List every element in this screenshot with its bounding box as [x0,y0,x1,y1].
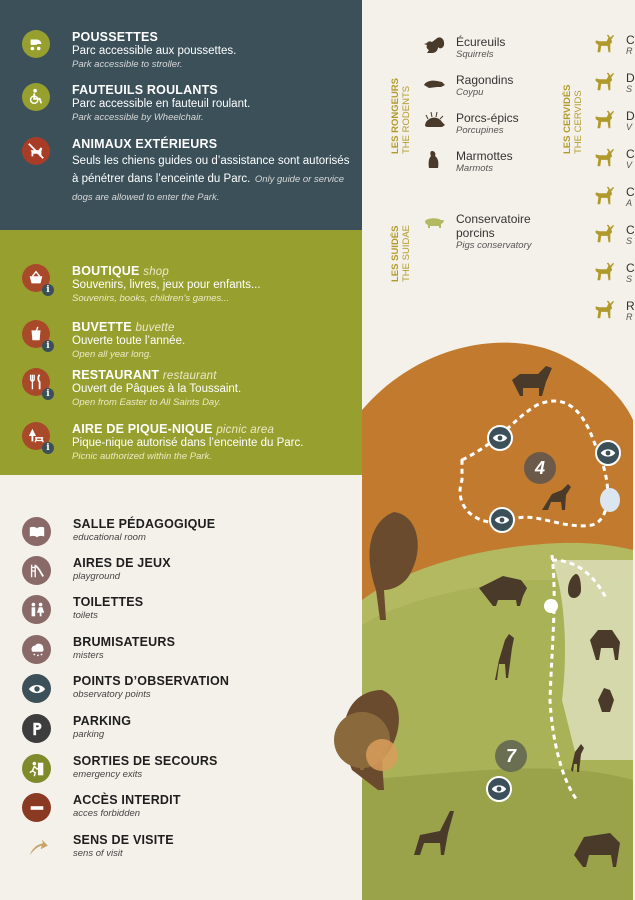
legend-en: observatory points [73,689,151,700]
legend-section [0,475,362,900]
legend-en: acces forbidden [73,808,141,819]
cervid-name-en: S [626,236,633,246]
legend-item [22,517,352,553]
cervid-name-en: S [626,274,633,284]
no-dogs-icon [22,137,50,165]
cervid-name: D [626,109,635,123]
cervid-name: C [626,223,635,237]
cervid-name: R [626,299,635,313]
legend-title: SALLE PÉDAGOGIQUE [73,517,216,531]
legend-en: educational room [73,532,146,543]
book-icon [22,517,51,546]
amenity-title: AIRE DE PIQUE-NIQUE picnic area [72,422,275,436]
animal-name: Écureuils [456,35,506,49]
parking-icon [22,714,51,743]
service-en: Only guide or service dogs are allowed to enter the Park. [72,174,345,203]
drink-icon [22,320,50,351]
animal-name: Conservatoire porcins [456,212,531,240]
stroller-icon [22,30,50,58]
map-panel [362,0,633,900]
observation-point[interactable] [489,507,515,533]
legend-item [22,793,352,829]
legend-item [22,754,352,790]
eye-icon [494,512,510,528]
marmot-icon [422,149,446,169]
no-entry-icon [22,793,51,822]
observation-point[interactable] [486,776,512,802]
legend-title: SENS DE VISITE [73,833,174,847]
animal-coypu [422,73,513,99]
amenity-shop [22,264,352,305]
service-fr: Seuls les chiens guides ou d’assistance sont autorisés à pénétrer dans l’enceinte du Parc. [72,155,350,185]
amenity-fr: Pique-nique autorisé dans l’enceinte du Parc. [72,437,304,449]
info-icon: i [42,442,54,454]
service-fr: Parc accessible en fauteuil roulant. [72,98,251,110]
cervid-name-en: A [626,198,633,208]
eye-icon [22,674,51,703]
legend-item [22,674,352,710]
deer-icon [592,261,614,283]
deer-icon [592,33,614,55]
legend-en: sens of visit [73,848,123,859]
legend-title: BRUMISATEURS [73,635,176,649]
cervid-name: C [626,147,635,161]
amenities-section [0,230,362,475]
cervid-name-en: V [626,122,633,132]
cervid-name-en: S [626,84,633,94]
animal-pigs [422,212,552,252]
legend-en: parking [73,729,105,740]
service-en: Park accessible by Wheelchair. [72,112,204,123]
cutlery-icon [22,368,50,399]
deer-icon [592,147,614,169]
picnic-icon [22,422,50,453]
deer-icon [592,185,614,207]
suids-heading: LES SUIDÉS THE SUIDAE [390,224,412,282]
service-en: Park accessible to stroller. [72,59,183,70]
amenity-en: Picnic authorized within the Park. [72,451,212,462]
legend-item [22,635,352,671]
pig-icon [422,212,446,232]
info-icon: i [42,284,54,296]
legend-title: AIRES DE JEUX [73,556,171,570]
legend-title: TOILETTES [73,595,144,609]
deer-icon [592,109,614,131]
cervid-name-en: R [626,312,633,322]
amenity-restaurant [22,368,352,409]
deer-icon [592,71,614,93]
amenity-picnic [22,422,352,463]
coypu-icon [422,73,446,93]
cervid-name-en: R [626,46,633,56]
cervid-name: C [626,185,635,199]
amenity-en: Open from Easter to All Saints Day. [72,397,221,408]
direction-marker [544,599,558,613]
legend-item [22,595,352,631]
basket-icon [22,264,50,295]
slide-icon [22,556,51,585]
legend-en: playground [73,571,121,582]
mister-icon [22,635,51,664]
animal-marmot [422,149,513,175]
animal-name-en: Marmots [456,163,493,174]
eye-icon [492,430,508,446]
animal-name-en: Porcupines [456,125,504,136]
porcupine-icon [422,111,446,131]
amenity-fr: Souvenirs, livres, jeux pour enfants... [72,279,261,291]
service-fr: Parc accessible aux poussettes. [72,45,237,57]
animal-name-en: Coypu [456,87,484,98]
animal-name: Ragondins [456,73,514,87]
legend-en: misters [73,650,104,661]
service-title: ANIMAUX EXTÉRIEURS [72,137,218,151]
animal-name-en: Pigs conservatory [456,240,532,251]
legend-en: emergency exits [73,769,143,780]
amenity-en: Open all year long. [72,349,152,360]
exit-icon [22,754,51,783]
legend-title: POINTS D’OBSERVATION [73,674,230,688]
service-stroller [22,30,352,71]
service-title: POUSSETTES [72,30,159,44]
service-dogs [22,137,352,205]
observation-point[interactable] [487,425,513,451]
toilets-icon [22,595,51,624]
legend-title: SORTIES DE SECOURS [73,754,218,768]
service-title: FAUTEUILS ROULANTS [72,83,218,97]
amenity-fr: Ouverte toute l’année. [72,335,186,347]
cervid-name: D [626,71,635,85]
legend-item [22,833,352,869]
cervid-name: C [626,33,635,47]
info-icon: i [42,340,54,352]
eye-icon [491,781,507,797]
zone-badge-7: 7 [495,740,527,772]
legend-title: PARKING [73,714,132,728]
animal-porcupine [422,111,519,137]
amenity-fr: Ouvert de Pâques à la Toussaint. [72,383,242,395]
amenity-en: Souvenirs, books, children’s games... [72,293,230,304]
info-icon: i [42,388,54,400]
wheelchair-icon [22,83,50,111]
services-section [0,0,362,230]
animal-name: Porcs-épics [456,111,519,125]
animal-squirrel [422,35,505,61]
observation-point[interactable] [595,440,621,466]
amenity-title: BOUTIQUE shop [72,264,170,278]
legend-item [22,714,352,750]
legend-en: toilets [73,610,98,621]
amenity-title: RESTAURANT restaurant [72,368,217,382]
cervid-name-en: V [626,160,633,170]
amenity-title: BUVETTE buvette [72,320,175,334]
zone-badge-4: 4 [524,452,556,484]
legend-title: ACCÈS INTERDIT [73,793,181,807]
service-wheelchair [22,83,352,124]
squirrel-icon [422,35,446,55]
legend-item [22,556,352,592]
cervids-heading: LES CERVIDÉS THE CERVIDS [562,84,584,154]
cervid-name: C [626,261,635,275]
arrow-icon [22,833,51,862]
animal-name: Marmottes [456,149,513,163]
rodents-heading: LES RONGEURS THE RODENTS [390,77,412,154]
eye-icon [600,445,616,461]
animal-name-en: Squirrels [456,49,494,60]
deer-icon [592,299,614,321]
amenity-buvette [22,320,352,361]
deer-icon [592,223,614,245]
